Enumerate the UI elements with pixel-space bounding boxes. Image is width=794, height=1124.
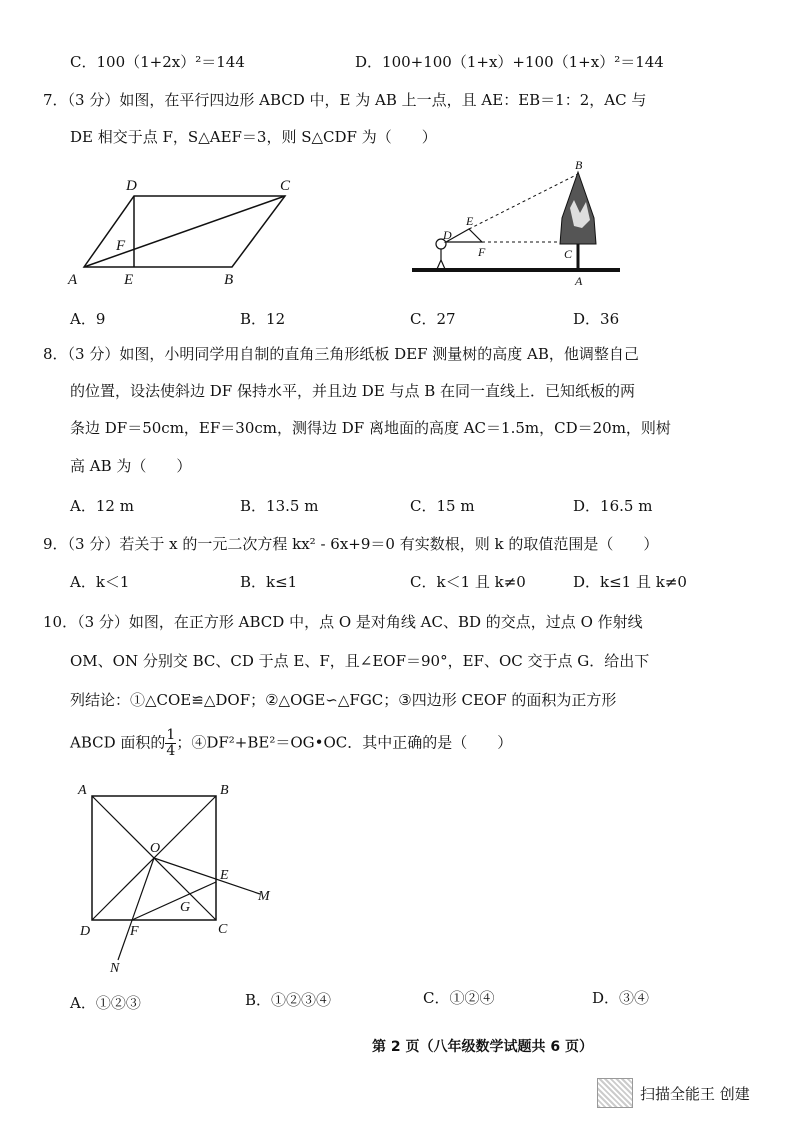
q10-label-d: D: [80, 924, 91, 939]
q7-option-a: A．9: [70, 310, 106, 328]
q10-label-f: F: [130, 924, 139, 939]
q7-label-d: D: [126, 178, 137, 194]
q10-fraction-den: 4: [166, 743, 176, 759]
q8-text-line4: 高 AB 为（ ）: [70, 457, 192, 475]
q7-text-line2: DE 相交于点 F，S△AEF＝3，则 S△CDF 为（ ）: [70, 128, 437, 146]
q10-label-e: E: [220, 868, 229, 883]
q7-option-c: C．27: [410, 310, 456, 328]
q8-label-e: E: [466, 214, 474, 228]
q10-text-line1: 10．（3 分）如图，在正方形 ABCD 中，点 O 是对角线 AC、BD 的交点，过点 O 作射线: [43, 613, 643, 631]
q7-option-b: B．12: [240, 310, 286, 328]
q6-option-c: C．100（1+2x）²＝144: [70, 53, 245, 71]
q8-label-a: A: [575, 274, 583, 288]
q9-text-line1: 9．（3 分）若关于 x 的一元二次方程 kx² - 6x+9＝0 有实数根，则 k 的取值范围是（ ）: [43, 535, 659, 553]
q10-label-o: O: [150, 841, 161, 856]
q8-label-d: D: [443, 228, 452, 242]
q10-line4-post: ；④DF²+BE²＝OG•OC．其中正确的是（ ）: [176, 733, 513, 752]
q7-label-a: A: [68, 272, 78, 288]
q10-label-n: N: [110, 961, 120, 976]
q10-text-line2: OM、ON 分别交 BC、CD 于点 E、F，且∠EOF＝90°，EF、OC 交于点 G．给出下: [70, 652, 650, 670]
scanner-logo-icon: [597, 1078, 633, 1108]
q8-option-b: B．13.5 m: [240, 497, 319, 515]
q10-fraction: [165, 728, 176, 759]
q8-label-f: F: [478, 245, 486, 259]
q8-option-d: D．16.5 m: [573, 497, 653, 515]
q7-option-d: D．36: [573, 310, 620, 328]
page-footer: 第 2 页（八年级数学试题共 6 页）: [372, 1039, 593, 1055]
q10-fraction-num: 1: [166, 727, 176, 743]
q10-option-d: D．③④: [592, 989, 650, 1007]
q10-label-m: M: [258, 889, 270, 904]
q8-text-line3: 条边 DF＝50cm，EF＝30cm，测得边 DF 离地面的高度 AC＝1.5m，CD＝20m，则树: [70, 419, 671, 437]
q10-label-a: A: [78, 783, 87, 798]
q7-label-b: B: [224, 272, 234, 288]
q10-label-g: G: [180, 900, 191, 915]
q10-text-line4: [70, 728, 512, 759]
q9-option-c: C．k＜1 且 k≠0: [410, 573, 526, 591]
q8-label-c: C: [564, 247, 573, 261]
q8-tree-figure: [410, 158, 625, 292]
q7-parallelogram-figure: [60, 172, 310, 296]
q7-label-e: E: [124, 272, 134, 288]
q10-option-b: B．①②③④: [245, 991, 332, 1009]
q10-line4-pre: ABCD 面积的: [70, 733, 166, 752]
q10-option-a: A．①②③: [70, 994, 141, 1012]
q9-option-b: B．k≤1: [240, 573, 298, 591]
q10-label-c: C: [218, 922, 228, 937]
q10-option-c: C．①②④: [423, 989, 495, 1007]
q7-label-c: C: [280, 178, 291, 194]
q10-text-line3: 列结论：①△COE≌△DOF；②△OGE∽△FGC；③四边形 CEOF 的面积为正方形: [70, 691, 617, 709]
q8-text-line2: 的位置，设法使斜边 DF 保持水平，并且边 DE 与点 B 在同一直线上．已知纸板的两: [70, 382, 636, 400]
q7-text-line1: 7．（3 分）如图，在平行四边形 ABCD 中，E 为 AB 上一点，且 AE：EB＝1：2，AC 与: [43, 91, 647, 109]
q10-square-figure: [70, 778, 290, 982]
q8-option-c: C．15 m: [410, 497, 475, 515]
q10-label-b: B: [220, 783, 229, 798]
scanner-watermark: 扫描全能王 创建: [640, 1085, 750, 1103]
q9-option-d: D．k≤1 且 k≠0: [573, 573, 687, 591]
q8-text-line1: 8．（3 分）如图，小明同学用自制的直角三角形纸板 DEF 测量树的高度 AB，他调整自己: [43, 345, 639, 363]
q8-label-b: B: [575, 158, 583, 172]
q9-option-a: A．k＜1: [70, 573, 130, 591]
q6-option-d: D．100+100（1+x）+100（1+x）²＝144: [355, 53, 664, 71]
q8-option-a: A．12 m: [70, 497, 134, 515]
q7-label-f: F: [116, 238, 126, 254]
